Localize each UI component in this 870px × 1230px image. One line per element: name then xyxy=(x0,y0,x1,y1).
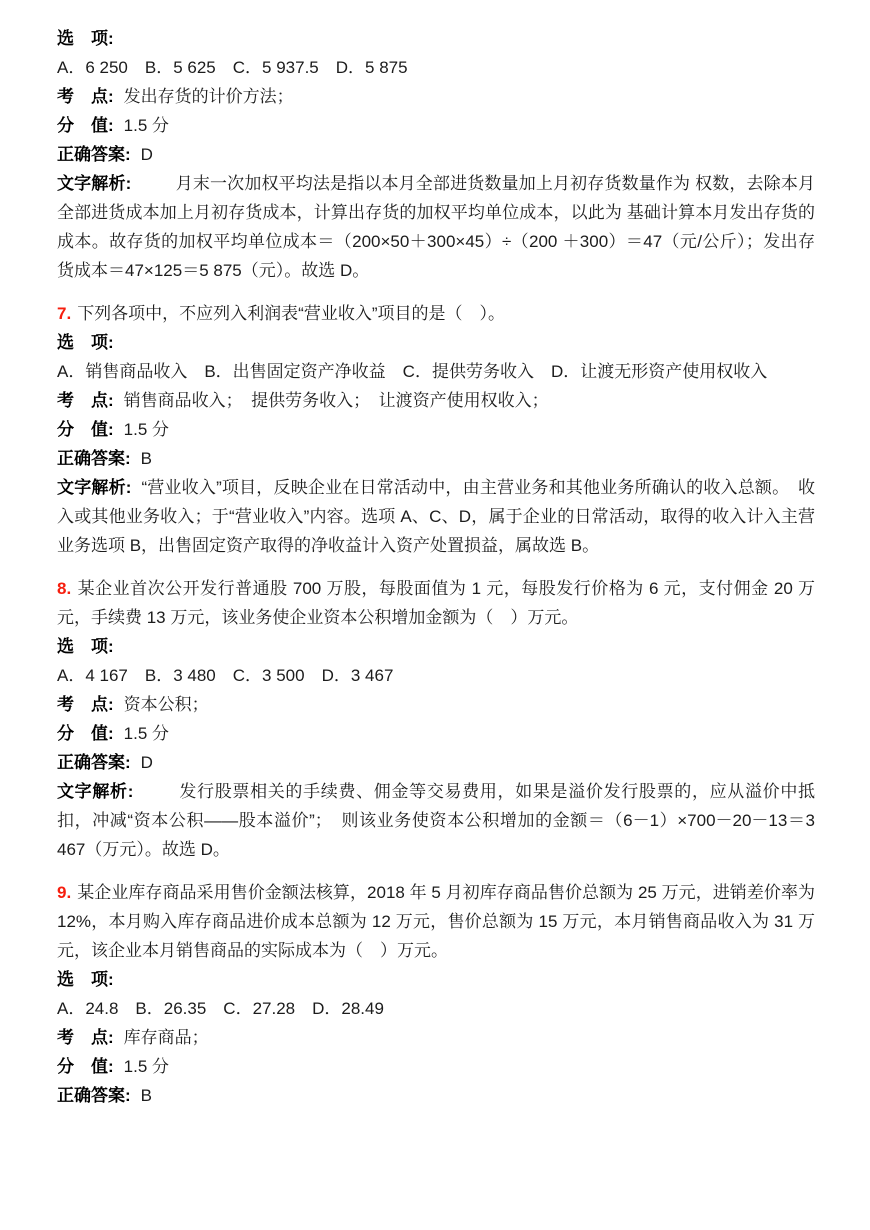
question-block-7 xyxy=(57,299,815,560)
answer-label: 正确答案: xyxy=(57,1086,131,1105)
options-row: A．6 250 B．5 625 C．5 937.5 D．5 875 xyxy=(57,58,408,77)
question-number: 8. xyxy=(57,579,72,598)
point-row xyxy=(57,386,815,415)
options-label-row xyxy=(57,965,815,994)
analysis-text: 月末一次加权平均法是指以本月全部进货数量加上月初存货数量作为 权数，去除本月全部进货成本加上月初存货成本，计算出存货的加权平均单位成本，以此为 基础计算本月发出存货的成本。故存货的加权平均单位成本＝（200×50＋300×45）÷（200 ＋300）＝47（元/公斤）；发出存货成本＝47×125＝5 875（元）。故选 D。 xyxy=(57,174,815,280)
options-row: A．销售商品收入 B．出售固定资产净收益 C．提供劳务收入 D．让渡无形资产使用权收入 xyxy=(57,362,768,381)
answer-label: 正确答案: xyxy=(57,145,131,164)
point-label: 考 点: xyxy=(57,1028,114,1047)
options-label-row xyxy=(57,24,815,53)
analysis-text: 发行股票相关的手续费、佣金等交易费用，如果是溢价发行股票的，应从溢价中抵扣，冲减“资本公积——股本溢价”； 则该业务使资本公积增加的金额＝（6－1）×700－20－13＝3 467（万元）。故选 D。 xyxy=(57,782,815,859)
analysis-text: “营业收入”项目，反映企业在日常活动中，由主营业务和其他业务所确认的收入总额。 收入或其他业务收入；于“营业收入”内容。选项 A、C、D，属于企业的日常活动，取得的收入计入主营业务选项 B，出售固定资产取得的净收益计入资产处置损益，属故选 B。 xyxy=(57,478,815,555)
score-row xyxy=(57,111,815,140)
options-label-row xyxy=(57,632,815,661)
question-number: 9. xyxy=(57,883,72,902)
analysis-label: 文字解析: xyxy=(57,782,134,801)
point-row xyxy=(57,1023,815,1052)
answer-row xyxy=(57,140,815,169)
question-stem-text: 某企业库存商品采用售价金额法核算，2018 年 5 月初库存商品售价总额为 25 万元，进销差价率为 12%，本月购入库存商品进价成本总额为 12 万元，售价总额为 15 万元，本月销售商品收入为 31 万元，该企业本月销售商品的实际成本为（ ）万元。 xyxy=(57,883,815,960)
analysis-paragraph xyxy=(57,777,815,864)
options-label: 选 项: xyxy=(57,637,114,656)
score-label: 分 值: xyxy=(57,420,114,439)
answer-value: B xyxy=(140,1086,153,1105)
question-block-8 xyxy=(57,574,815,864)
point-row xyxy=(57,690,815,719)
point-value: 库存商品； xyxy=(123,1028,209,1047)
analysis-paragraph xyxy=(57,169,815,285)
score-value: 1.5 分 xyxy=(123,1057,170,1076)
question-number: 7. xyxy=(57,304,72,323)
score-label: 分 值: xyxy=(57,724,114,743)
question-stem xyxy=(57,574,815,632)
answer-value: B xyxy=(140,449,153,468)
point-label: 考 点: xyxy=(57,87,114,106)
options-row: A．24.8 B．26.35 C．27.28 D．28.49 xyxy=(57,999,384,1018)
point-value: 发出存货的计价方法； xyxy=(123,87,294,106)
score-row xyxy=(57,719,815,748)
options-row: A．4 167 B．3 480 C．3 500 D．3 467 xyxy=(57,666,394,685)
score-value: 1.5 分 xyxy=(123,420,170,439)
question-stem-text: 下列各项中，不应列入利润表“营业收入”项目的是（ ）。 xyxy=(77,304,506,323)
answer-row xyxy=(57,748,815,777)
answer-row xyxy=(57,444,815,473)
point-row xyxy=(57,82,815,111)
answer-value: D xyxy=(140,145,153,164)
answer-label: 正确答案: xyxy=(57,449,131,468)
score-value: 1.5 分 xyxy=(123,116,170,135)
answer-label: 正确答案: xyxy=(57,753,131,772)
score-value: 1.5 分 xyxy=(123,724,170,743)
point-label: 考 点: xyxy=(57,391,114,410)
question-stem xyxy=(57,299,815,328)
point-value: 销售商品收入； 提供劳务收入； 让渡资产使用权收入； xyxy=(123,391,549,410)
point-value: 资本公积； xyxy=(123,695,209,714)
answer-value: D xyxy=(140,753,153,772)
options-label: 选 项: xyxy=(57,970,114,989)
options-label-row xyxy=(57,328,815,357)
options-label: 选 项: xyxy=(57,333,114,352)
answer-row xyxy=(57,1081,815,1110)
question-block-6-answer xyxy=(57,24,815,285)
analysis-paragraph xyxy=(57,473,815,560)
question-stem-text: 某企业首次公开发行普通股 700 万股，每股面值为 1 元，每股发行价格为 6 元，支付佣金 20 万元，手续费 13 万元，该业务使企业资本公积增加金额为（ ）万元。 xyxy=(57,579,815,627)
analysis-label: 文字解析: xyxy=(57,478,132,497)
options-label: 选 项: xyxy=(57,29,114,48)
score-label: 分 值: xyxy=(57,1057,114,1076)
score-row xyxy=(57,1052,815,1081)
question-stem xyxy=(57,878,815,965)
score-label: 分 值: xyxy=(57,116,114,135)
point-label: 考 点: xyxy=(57,695,114,714)
question-block-9 xyxy=(57,878,815,1110)
analysis-label: 文字解析: xyxy=(57,174,132,193)
score-row xyxy=(57,415,815,444)
